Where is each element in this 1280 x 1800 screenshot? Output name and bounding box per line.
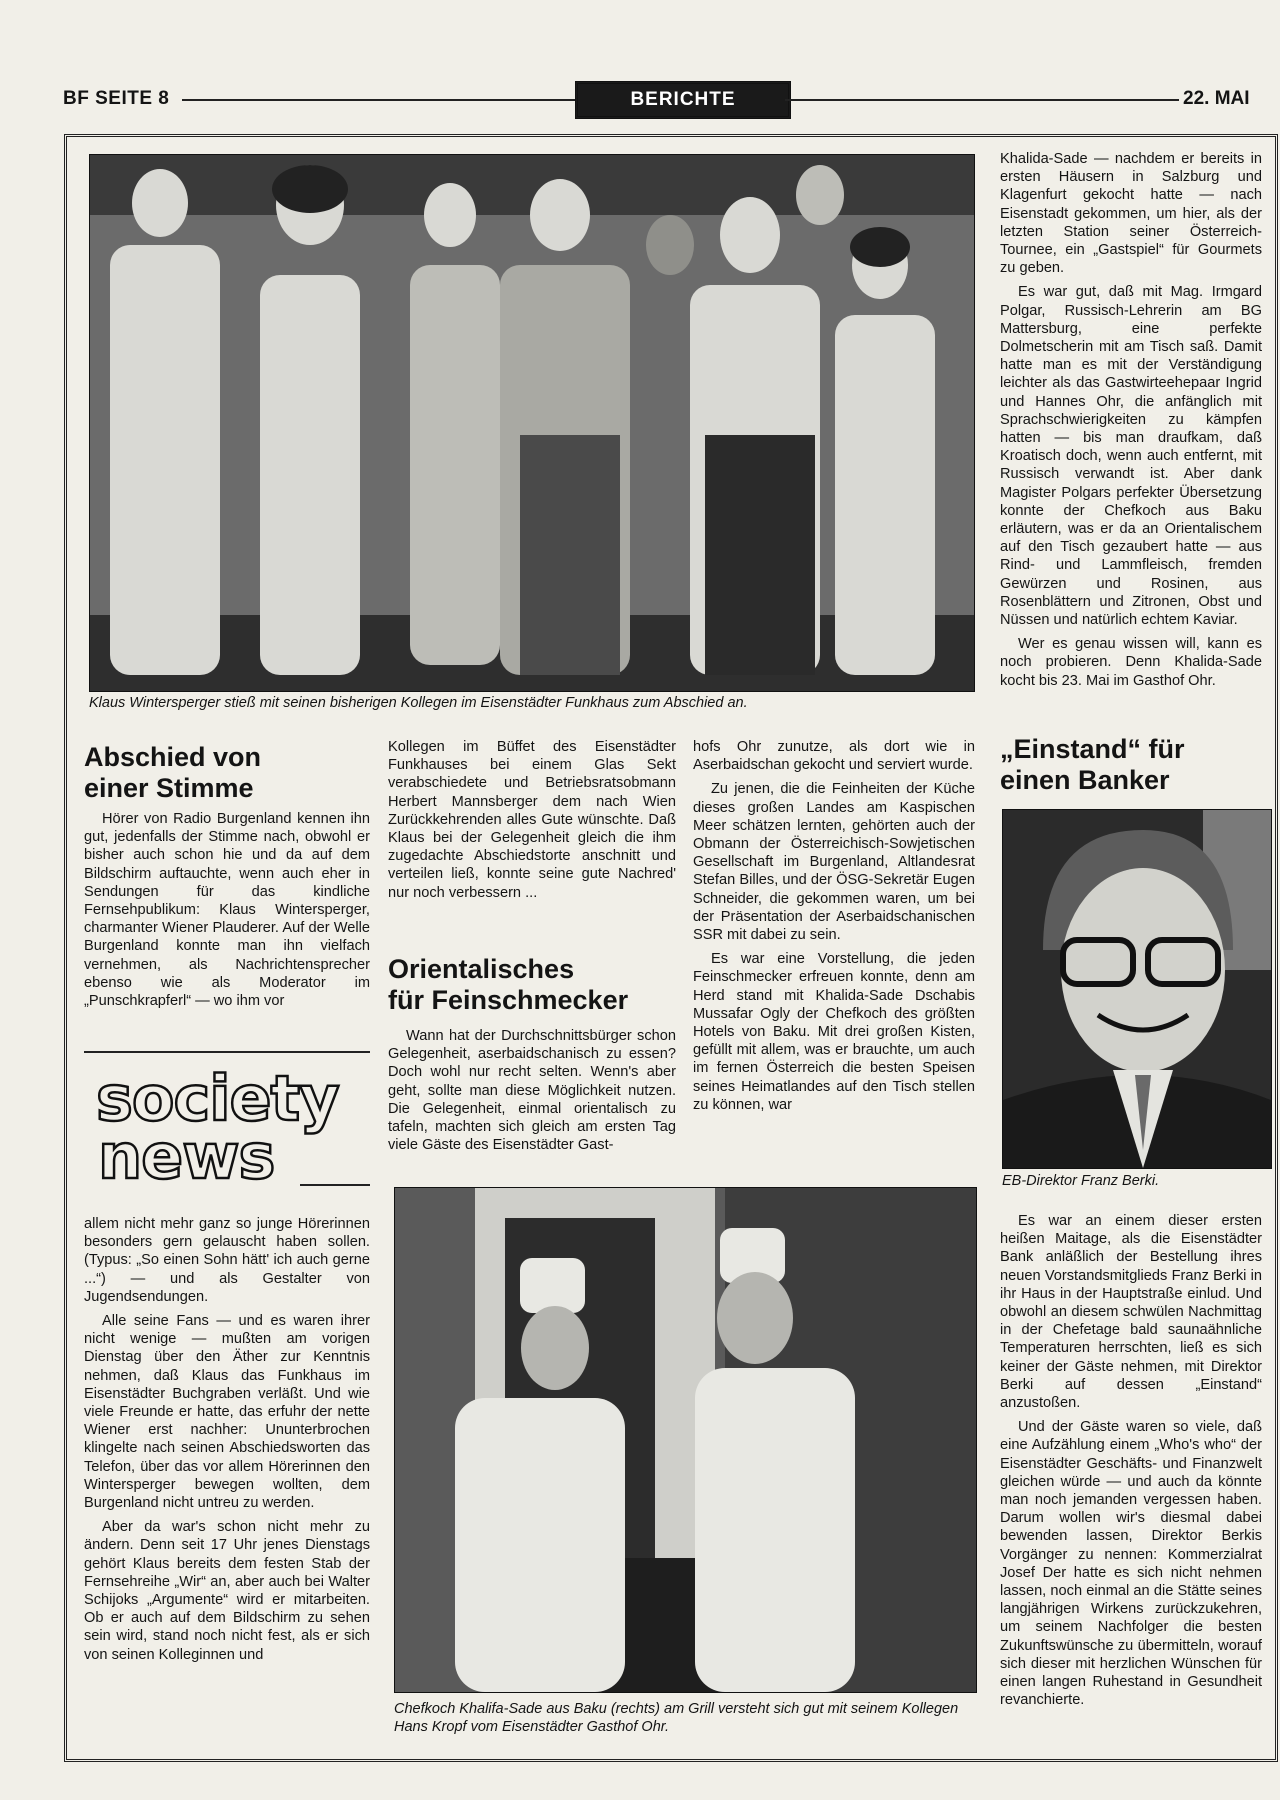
portrait-illustration — [1003, 810, 1271, 1168]
society-news-line2: news — [98, 1120, 275, 1193]
society-rule-bottom — [300, 1184, 370, 1186]
society-news-logo — [96, 1062, 366, 1193]
article2-paragraph: Wer es genau wissen will, kann es noch probieren. Denn Khalida-Sade kocht bis 23. Mai im Gasthof Ohr. — [1000, 636, 1262, 689]
article2-col2 — [388, 1027, 676, 1160]
photo-caption-bottom: Chefkoch Khalifa-Sade aus Baku (rechts) am Grill versteht sich gut mit seinem Kollegen Hans Kropf vom Eisenstädter Gasthof Ohr. — [394, 1701, 959, 1735]
article2-paragraph: Es war gut, daß mit Mag. Irmgard Polgar, Russisch-Lehrerin am BG Mattersburg, eine perfekte Dolmetscherin mit am Tisch saß. Damit hatte man es mit der Verständigung leichter als das Gastwirteehepaar Ingrid und Hannes Ohr, die anfänglich mit Sprachschwierigkeiten zu kämpfen hatten — bis man draufkam, daß Kroatisch doch, wenn auch entfernt, mit Russisch verwandt ist. Aber dank Magister Polgars perfekter Übersetzung konnte der Chefkoch aus Baku erläutern, was er da an Orientalischem auf den Tisch gezaubert hatte — aus Rind- und Lammfleisch, fremden Gewürzen und Rosinen, aus Rosenblättern und Zitronen, Obst und Nüssen und natürlich echtem Kaviar. — [1000, 284, 1262, 629]
photo-caption-top: Klaus Wintersperger stieß mit seinen bisherigen Kollegen im Eisenstädter Funkhaus zum Abschied an. — [89, 695, 748, 711]
headline-orientalisches-line1: Orientalisches — [388, 954, 575, 984]
article3-body — [1000, 1212, 1262, 1715]
photo-chefs-grill — [394, 1187, 977, 1693]
article2-paragraph: Zu jenen, die die Feinheiten der Küche dieses großen Landes am Kaspischen Meer schätzen lernten, gehörten auch der Obmann der Österreichisch-Sowjetischen Gesellschaft im Burgenland, Altlandesrat Stefan Billes, und der ÖSG-Sekretär Eugen Schneider, die gekommen waren, um bei der Präsentation der Aserbaidschanischen SSR mit dabei zu sein. — [693, 781, 975, 944]
article1-paragraph: Alle seine Fans — und es waren ihrer nicht wenige — mußten am vorigen Dienstag über den Äther zur Kenntnis nehmen, daß Klaus das Funkhaus im Eisenstädter Buchgraben verläßt. Und wie viele Freunde er hatte, das erfuhr der nette Wiener erst nachher: Ununterbrochen klingelte nach seinen Abschiedsworten das Telefon, über das vor allem Hörerinnen den Wintersperger bewegen wollten, dem Burgenland nicht untreu zu werden. — [84, 1313, 370, 1512]
article2-paragraph: Es war eine Vorstellung, die jeden Feinschmecker erfreuen konnte, denn am Herd stand mit Khalida-Sade Dschabis Mussafar Ogly der Chefkoch des größten Hotels von Baku. Mit drei großen Kisten, gefüllt mit allem, was er brauchte, um auch im fernen Österreich die besten Speisen seines Heimatlandes auf den Tisch stellen zu können, war — [693, 951, 975, 1113]
photo-franz-berki — [1002, 809, 1272, 1169]
article3-paragraph: Und der Gäste waren so viele, daß eine Aufzählung einem „Who's who“ der Eisenstädter Geschäfts- und Finanzwelt gleichen würde — und auch da könnte man noch jemanden vergessen haben. Darum wollen wir's diesmal dabei bewenden lassen, Direktor Berkis Vorgänger zu nennen: Kommerzialrat Josef Der hatte es sich nicht nehmen lassen, noch einmal an die Stätte seines langjährigen Wirkens zurückzukehren, um seinem Nachfolger die besten Zukunftswünsche zu übermitteln, worauf sich dieser mit herzlichen Wünschen für einen langen Ruhestand in Gesundheit revanchierte. — [1000, 1419, 1262, 1709]
article2-col4 — [1000, 150, 1262, 696]
article1-col1-top — [84, 810, 370, 1016]
page-date: 22. MAI — [1183, 88, 1250, 109]
article1-paragraph: Hörer von Radio Burgenland kennen ihn gut, jedenfalls der Stimme nach, obwohl er bisher auch schon hie und da auf dem Bildschirm auftauchte, wenn auch eher in Sendungen für das kindliche Fernsehpublikum: Klaus Wintersperger, charmanter Wiener Plauderer. Auf der Welle Burgenland konnte man ihn vielfach vernehmen, als Nachrichtensprecher ebenso wie als Moderator im „Punschkrapferl“ — wo ihm vor — [84, 811, 370, 1010]
society-news-line1: society — [96, 1062, 339, 1135]
article2-paragraph: Khalida-Sade — nachdem er bereits in ersten Häusern in Salzburg und Klagenfurt gekocht hatte — nach Eisenstadt gekommen, um hier, als der letzten Station seiner Österreich-Tournee, ein „Gastspiel“ für Gourmets zu geben. — [1000, 151, 1262, 277]
photo-farewell-group — [89, 154, 975, 692]
section-label: BERICHTE — [575, 81, 791, 119]
article1-paragraph: allem nicht mehr ganz so junge Hörerinnen besonders gern gelauscht haben sollen. (Typus: „So einen Sohn hätt' ich auch gerne ...“) — und als Gestalter von Jugendsendungen. — [84, 1216, 370, 1305]
article3-paragraph: Es war an einem dieser ersten heißen Maitage, als die Eisenstädter Bank anläßlich der Bestellung ihres neuen Vorstandsmitglieds Franz Berki in ihr Haus in der Hauptstraße einlud. Und obwohl an diesem schwülen Nachmittag in der Chefetage bald saunaähnliche Temperaturen herrschten, ließ es sich keiner der Gäste nehmen, mit Direktor Berki auf dessen „Einstand“ anzustoßen. — [1000, 1213, 1262, 1412]
headline-einstand-line1: „Einstand“ für — [1000, 734, 1185, 764]
article2-paragraph: hofs Ohr zunutze, als dort wie in Aserbaidschan gekocht und serviert wurde. — [693, 739, 975, 774]
headline-einstand-line2: einen Banker — [1000, 765, 1170, 795]
headline-abschied-line2: einer Stimme — [84, 773, 254, 803]
header-rule-left — [182, 99, 575, 101]
group-photo-illustration — [90, 155, 974, 691]
chefs-photo-illustration — [395, 1188, 976, 1692]
page-header-left: BF SEITE 8 — [63, 88, 170, 109]
headline-abschied — [84, 742, 364, 804]
article1-paragraph: Aber da war's schon nicht mehr zu ändern. Denn seit 17 Uhr jenes Dienstags gehört Klaus bereits dem festen Stab der Fernsehreihe „Wir“ an, aber auch bei Walter Schijoks „Argumente“ wird er mitarbeiten. Ob er auch auf dem Bildschirm zu sehen sein wird, stand noch nicht fest, als er sich von seinen Kolleginnen und — [84, 1519, 370, 1663]
article1-paragraph: Kollegen im Büffet des Eisenstädter Funkhauses bei einem Glas Sekt verabschiedete und Betriebsratsobmann Herbert Mannsberger dem nach Wien Zurückkehrenden alles Gute wünschte. Daß Klaus bei der Gelegenheit gleich die ihm zugedachte Abschiedstorte anschnitt und verteilen ließ, konnte seine gute Nachred' nur noch verbessern ... — [388, 739, 676, 901]
headline-abschied-line1: Abschied von — [84, 742, 262, 772]
society-rule-top — [84, 1051, 370, 1053]
article2-paragraph: Wann hat der Durchschnittsbürger schon Gelegenheit, aserbaidschanisch zu essen? Doch wohl nur recht selten. Wenn's aber geht, sollte man diese Möglichkeit nutzen. Die Gelegenheit, einmal orientalisch zu tafeln, machten sich gleich am ersten Tag viele Gäste des Eisenstädter Gast- — [388, 1028, 676, 1154]
article1-col1-bottom — [84, 1215, 370, 1670]
photo-caption-berki: EB-Direktor Franz Berki. — [1002, 1173, 1160, 1189]
headline-orientalisches — [388, 954, 678, 1016]
headline-einstand — [1000, 734, 1265, 796]
header-rule-right — [785, 99, 1179, 101]
article2-col3 — [693, 738, 975, 1120]
headline-orientalisches-line2: für Feinschmecker — [388, 985, 629, 1015]
article1-col2 — [388, 738, 676, 908]
